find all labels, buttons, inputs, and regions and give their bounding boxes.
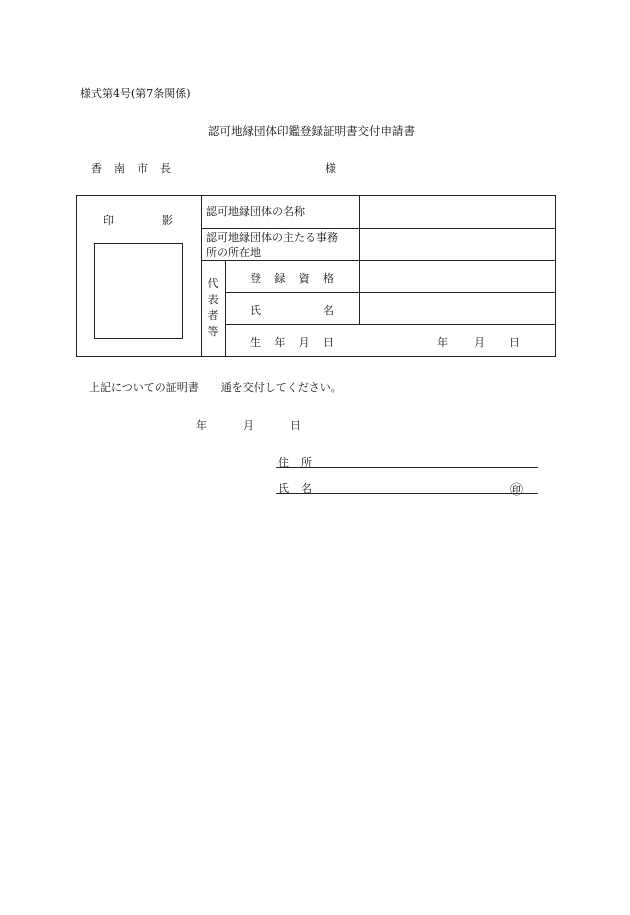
addressee-honorific: 様 (325, 162, 336, 175)
rep-name-label: 氏 名 (250, 304, 334, 317)
seal-mark-icon: ㊞ (510, 483, 524, 498)
applicant-name-label: 氏 名 (278, 482, 312, 495)
form-number: 様式第4号(第7条関係) (80, 87, 191, 100)
applicant-address-label: 住 所 (278, 456, 312, 469)
birthdate-label: 生 年 月 日 (250, 336, 334, 349)
qualification-label: 登 録 資 格 (250, 272, 334, 285)
request-text: 上記についての証明書 通を交付してください。 (89, 381, 342, 394)
rep-name-value[interactable] (364, 300, 550, 318)
form-title: 認可地縁団体印鑑登録証明書交付申請書 (208, 124, 415, 138)
applicant-name-underline (276, 493, 538, 494)
addressee-name: 香 南 市 長 (91, 162, 171, 175)
applicant-address-underline (276, 467, 538, 468)
org-office-label-line1: 認可地縁団体の主たる事務 (206, 231, 338, 244)
seal-impression-box[interactable] (94, 243, 183, 339)
org-office-label-line2: 所の所在地 (206, 246, 261, 259)
org-office-value[interactable] (364, 232, 550, 256)
qualification-value[interactable] (364, 268, 550, 286)
applicant-address-value[interactable] (320, 454, 535, 467)
representative-label: 代 表 者 等 (207, 277, 219, 338)
org-name-value[interactable] (364, 204, 550, 222)
org-name-label: 認可地縁団体の名称 (206, 205, 305, 218)
seal-impression-label: 印 影 (103, 214, 173, 227)
applicant-name-value[interactable] (320, 480, 500, 493)
